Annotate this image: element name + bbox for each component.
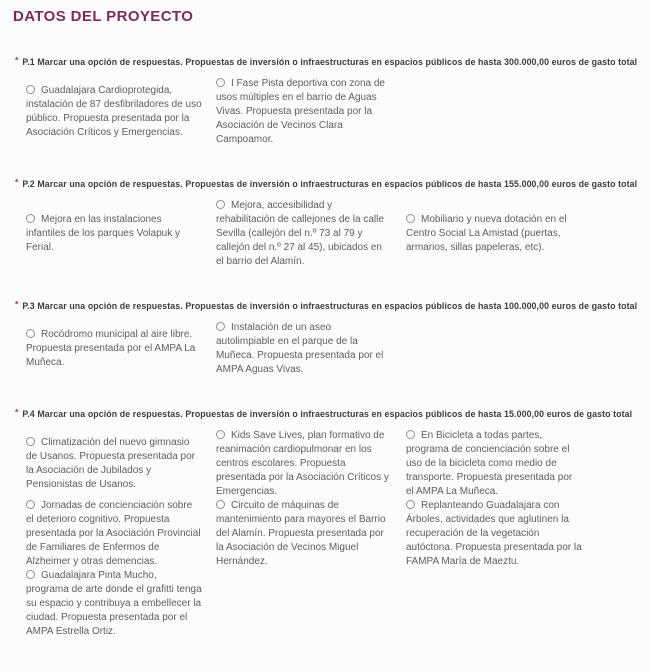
option-cell: [26, 328, 216, 370]
options-row: [26, 321, 637, 377]
option-cell: [216, 499, 406, 569]
option-cell: [26, 569, 216, 639]
option-label: Guadalajara Pinta Mucho, programa de arte donde el grafitti tenga su espacio y contribuya a embellecer la ciudad. Propuesta presentada por el AMPA Estrella Ortiz.: [26, 570, 202, 637]
radio-button-icon[interactable]: [216, 430, 225, 439]
options-row: [26, 499, 637, 569]
option[interactable]: [406, 499, 582, 569]
required-asterisk: *: [15, 177, 19, 187]
option-cell: [26, 84, 216, 140]
option-cell: [26, 436, 216, 492]
option[interactable]: [216, 321, 392, 377]
question-section: [13, 55, 637, 147]
radio-button-icon[interactable]: [216, 78, 225, 87]
option[interactable]: [406, 429, 582, 499]
radio-button-icon[interactable]: [406, 500, 415, 509]
question-text: P.3 Marcar una opción de respuestas. Propuestas de inversión o infraestructuras en espacios públicos de hasta 100.000,00 euros de gasto total: [22, 301, 638, 311]
option[interactable]: [216, 499, 392, 569]
option-label: Mejora, accesibilidad y rehabilitación de callejones de la calle Sevilla (callejón del n.º 73 al 79 y callejón del n.º 27 al 45), ubicados en el barrio del Alamín.: [216, 200, 384, 267]
radio-button-icon[interactable]: [216, 322, 225, 331]
option-label: Replanteando Guadalajara con Árboles, actividades que aglutinen la recuperación de la vegetación autóctona. Propuesta presentada por la FAMPA María de Maeztu.: [406, 500, 582, 567]
option-cell: [26, 499, 216, 569]
options-row: [26, 199, 637, 269]
radio-button-icon[interactable]: [26, 85, 35, 94]
option-label: Climatización del nuevo gimnasio de Usanos. Propuesta presentada por la Asociación de Jubilados y Pensionistas de Usanos.: [26, 437, 195, 490]
option[interactable]: [26, 328, 202, 370]
questions-container: [13, 55, 637, 639]
required-asterisk: *: [15, 299, 19, 309]
question-label: [13, 177, 637, 189]
option[interactable]: [26, 84, 202, 140]
question-text: P.4 Marcar una opción de respuestas. Propuestas de inversión o infraestructuras en espacios públicos de hasta 15.000,00 euros de gasto total: [22, 409, 633, 419]
page-title: DATOS DEL PROYECTO: [13, 8, 194, 25]
radio-button-icon[interactable]: [216, 200, 225, 209]
required-asterisk: *: [15, 55, 19, 65]
option-label: Circuito de máquinas de mantenimiento para mayores el Barrio del Alamín. Propuesta presentada por la Asociación de Vecinos Miguel Hernández.: [216, 500, 386, 567]
option[interactable]: [26, 499, 202, 569]
option-cell: [26, 213, 216, 255]
option[interactable]: [216, 199, 392, 269]
question-options: [13, 77, 637, 147]
radio-button-icon[interactable]: [26, 500, 35, 509]
option-label: Guadalajara Cardioprotegida, instalación de 87 desfibriladores de uso público. Propuesta presentada por la Asociación Críticos y Emergencias.: [26, 85, 202, 138]
option-label: En Bicicleta a todas partes, programa de concienciación sobre el uso de la bicicleta como medio de transporte. Propuesta presentada por el AMPA La Muñeca.: [406, 430, 573, 497]
option-cell: [216, 321, 406, 377]
radio-button-icon[interactable]: [26, 329, 35, 338]
option[interactable]: [26, 569, 202, 639]
option-label: Rocódromo municipal al aire libre. Propuesta presentada por el AMPA La Muñeca.: [26, 329, 196, 368]
question-section: [13, 299, 637, 377]
option[interactable]: [26, 213, 202, 255]
option[interactable]: [406, 213, 582, 255]
question-text: P.2 Marcar una opción de respuestas. Propuestas de inversión o infraestructuras en espacios públicos de hasta 155.000,00 euros de gasto total: [22, 179, 638, 189]
option-label: Mejora en las instalaciones infantiles de los parques Volapuk y Ferial.: [26, 214, 180, 253]
option-cell: [406, 429, 596, 499]
option-cell: [406, 499, 596, 569]
option-label: Instalación de un aseo autolimpiable en el parque de la Muñeca. Propuesta presentada por el AMPA Aguas Vivas.: [216, 322, 384, 375]
radio-button-icon[interactable]: [26, 570, 35, 579]
radio-button-icon[interactable]: [216, 500, 225, 509]
radio-button-icon[interactable]: [26, 214, 35, 223]
option[interactable]: [26, 436, 202, 492]
question-text: P.1 Marcar una opción de respuestas. Propuestas de inversión o infraestructuras en espacios públicos de hasta 300.000,00 euros de gasto total: [22, 57, 638, 67]
option[interactable]: [216, 77, 392, 147]
question-options: [13, 321, 637, 377]
question-options: [13, 199, 637, 269]
option-label: Jornadas de concienciación sobre el deterioro cognitivo. Propuesta presentada por la Asociación Provincial de Familiares de Enfermos de Alzheimer y otras demencias.: [26, 500, 201, 567]
question-section: [13, 177, 637, 269]
radio-button-icon[interactable]: [406, 430, 415, 439]
question-options: [13, 429, 637, 639]
option-cell: [216, 429, 406, 499]
option-cell: [216, 199, 406, 269]
option-label: Kids Save Lives, plan formativo de reanimación cardiopulmonar en los centros escolares. Propuesta presentada por la Asociación Críticos y Emergencias.: [216, 430, 389, 497]
required-asterisk: *: [15, 407, 19, 417]
radio-button-icon[interactable]: [26, 437, 35, 446]
question-label: [13, 299, 637, 311]
option[interactable]: [216, 429, 392, 499]
radio-button-icon[interactable]: [406, 214, 415, 223]
option-label: I Fase Pista deportiva con zona de usos múltiples en el barrio de Aguas Vivas. Propuesta presentada por la Asociación de Vecinos Clara Campoamor.: [216, 78, 385, 145]
options-row: [26, 77, 637, 147]
option-cell: [406, 213, 596, 255]
question-label: [13, 55, 637, 67]
option-cell: [216, 77, 406, 147]
options-row: [26, 569, 637, 639]
question-section: [13, 407, 637, 639]
question-label: [13, 407, 637, 419]
option-label: Mobiliario y nueva dotación en el Centro Social La Amistad (puertas, armarios, sillas papeleras, etc).: [406, 214, 567, 253]
options-row: [26, 429, 637, 499]
